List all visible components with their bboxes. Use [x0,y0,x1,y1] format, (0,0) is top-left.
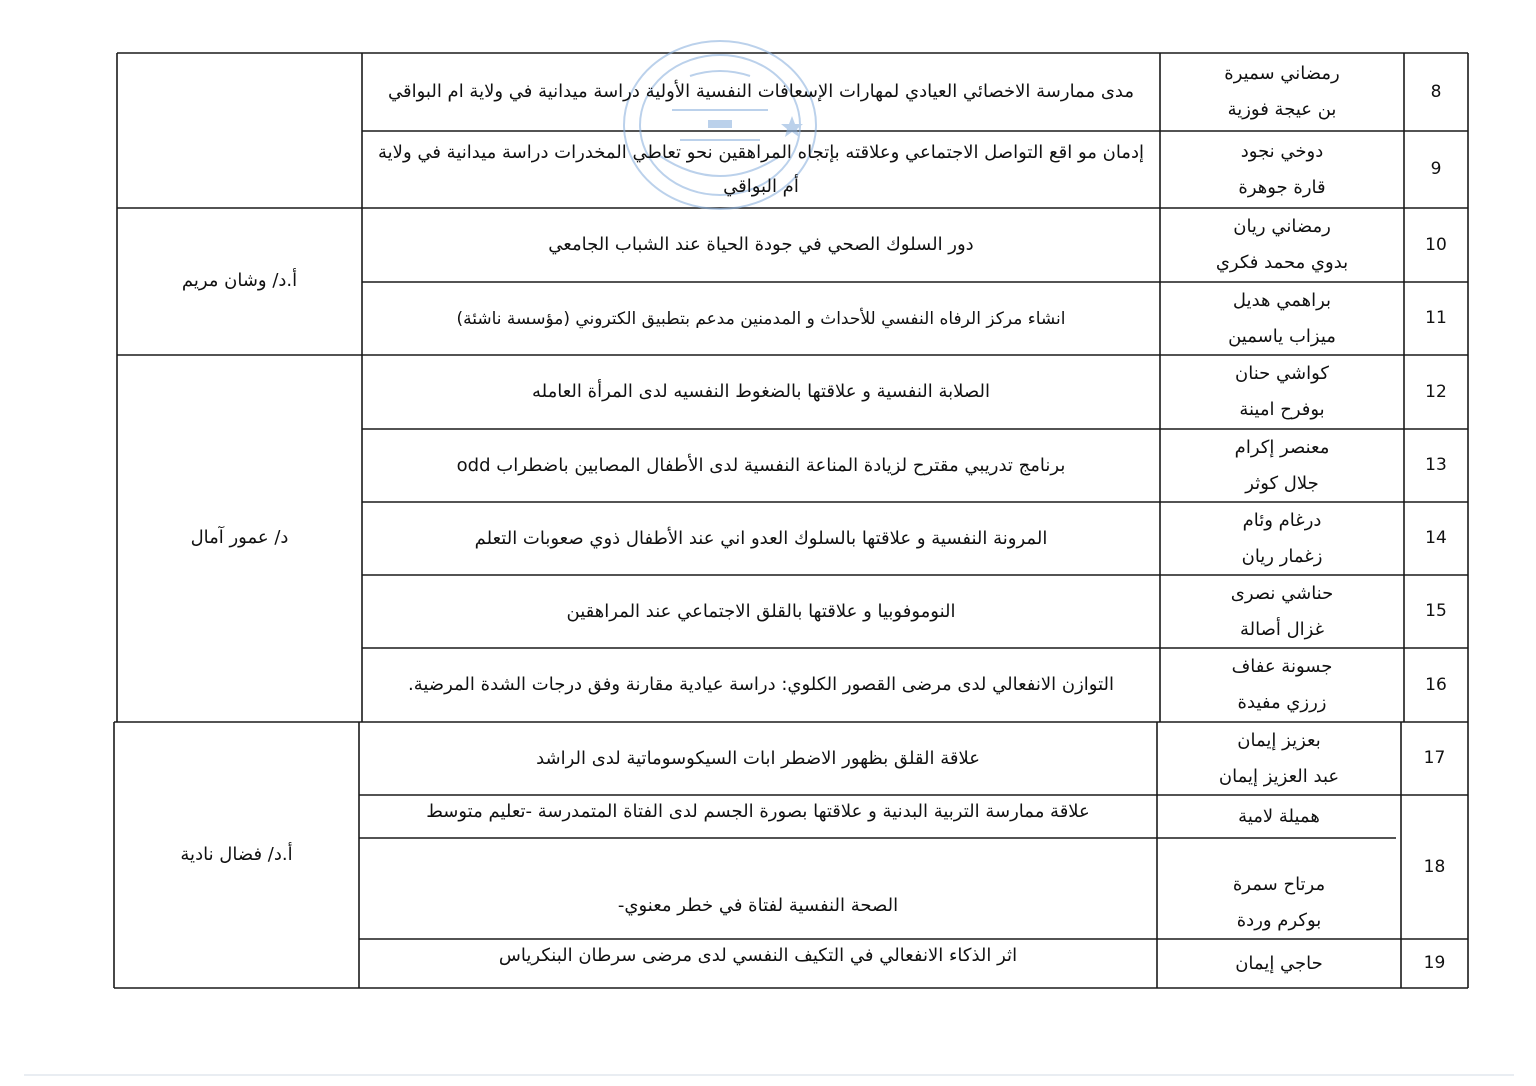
student-name: دوخي نجود [1240,140,1324,162]
table-row-number: 14 [1425,528,1447,549]
thesis-title: مدى ممارسة الاخصائي العيادي لمهارات الإسعافات النفسية الأولية دراسة ميدانية في ولاية ام البواقي [388,81,1135,102]
table-row-number: 11 [1425,308,1447,329]
thesis-title: اثر الذكاء الانفعالي في التكيف النفسي لدى مرضى سرطان البنكرياس [498,945,1018,966]
student-name: كواشي حنان [1235,363,1329,384]
thesis-title: علاقة القلق بظهور الاضطر ابات السيكوسوماتية لدى الراشد [536,747,980,769]
table-row-number: 12 [1425,381,1447,402]
student-names [1160,429,1404,502]
thesis-title: برنامج تدريبي مقترح لزيادة المناعة النفسية لدى الأطفال المصابين باضطراب odd [456,454,1066,476]
page-bottom-edge [24,1074,1514,1076]
student-names [1160,648,1404,722]
thesis-title: إدمان مو اقع التواصل الاجتماعي وعلاقته بإتجاه المراهقين نحو تعاطي المخدرات دراسة ميدانية في ولاية أم البواقي [378,141,1144,197]
student-name: قارة جوهرة [1238,176,1326,198]
supervisor-name: أ.د/ فضال نادية [180,843,293,865]
student-names [1157,866,1401,939]
student-names [1160,282,1404,355]
student-name: بن عيجة فوزية [1227,99,1337,120]
student-name: معنصر إكرام [1234,436,1330,458]
student-name: زرزي مفيدة [1237,692,1327,713]
table-row-number: 10 [1425,234,1447,255]
supervisor-name: د/ عمور آمال [190,527,289,549]
student-name: بعزيز إيمان [1237,729,1321,751]
thesis-title: الصلابة النفسية و علاقتها بالضغوط النفسيه لدى المرأة العامله [532,381,990,402]
table-row-number: 15 [1425,601,1447,622]
table-row-number: 16 [1425,674,1447,695]
thesis-title: النوموفوبيا و علاقتها بالقلق الاجتماعي عند المراهقين [566,600,956,622]
table-row-number: 9 [1430,159,1442,180]
table-row-number: 19 [1423,953,1446,974]
student-name: رمضاني ريان [1233,216,1331,237]
thesis-title: علاقة ممارسة التربية البدنية و علاقتها بصورة الجسم لدى الفتاة المتمدرسة -تعليم متوسط [426,801,1090,822]
student-name: جسونة عفاف [1231,656,1333,677]
student-name: حاجي إيمان [1235,952,1323,974]
student-name: غزال أصالة [1239,618,1325,640]
student-name: بدوي محمد فكري [1215,252,1349,273]
thesis-title: الصحة النفسية لفتاة في خطر معنوي- [617,895,899,916]
table-row-number: 17 [1423,748,1446,769]
supervisor-name: أ.د/ وشان مريم [181,270,298,292]
student-name: رمضاني سميرة [1224,63,1340,84]
student-name: مرتاح سمرة [1232,873,1326,895]
student-name: عبد العزيز إيمان [1218,765,1340,787]
student-name: ميزاب ياسمين [1228,325,1336,347]
student-name: جلال كوثر [1245,472,1319,494]
student-name: براهمي هديل [1232,289,1332,311]
table-row-number: 8 [1430,81,1442,102]
student-name: بوفرح امينة [1239,399,1325,420]
student-names [1160,53,1404,131]
student-names [1157,795,1401,838]
student-names [1160,355,1404,429]
student-names [1160,208,1404,282]
thesis-title: المرونة النفسية و علاقتها بالسلوك العدو اني عند الأطفال ذوي صعوبات التعلم [474,527,1048,549]
student-name: درغام وئام [1242,509,1322,531]
student-names [1160,575,1404,648]
table-row-number: 13 [1425,455,1447,476]
thesis-title: دور السلوك الصحي في جودة الحياة عند الشباب الجامعي [548,234,974,255]
supervisor-name [117,53,362,208]
student-name: حناشي نصرى [1230,582,1334,604]
student-name: بوكرم وردة [1236,909,1322,931]
table-row-number: 18 [1423,856,1446,877]
student-names [1160,502,1404,575]
student-names [1157,722,1401,795]
student-names [1157,939,1401,988]
student-name: زغمار ريان [1241,545,1323,567]
student-name: هميلة لامية [1238,805,1320,827]
student-names [1160,131,1404,208]
thesis-title: التوازن الانفعالي لدى مرضى القصور الكلوي: دراسة عيادية مقارنة وفق درجات الشدة المرضية. [408,674,1114,695]
thesis-title: انشاء مركز الرفاه النفسي للأحداث و المدمنين مدعم بتطبيق الكتروني (مؤسسة ناشئة) [456,308,1066,329]
